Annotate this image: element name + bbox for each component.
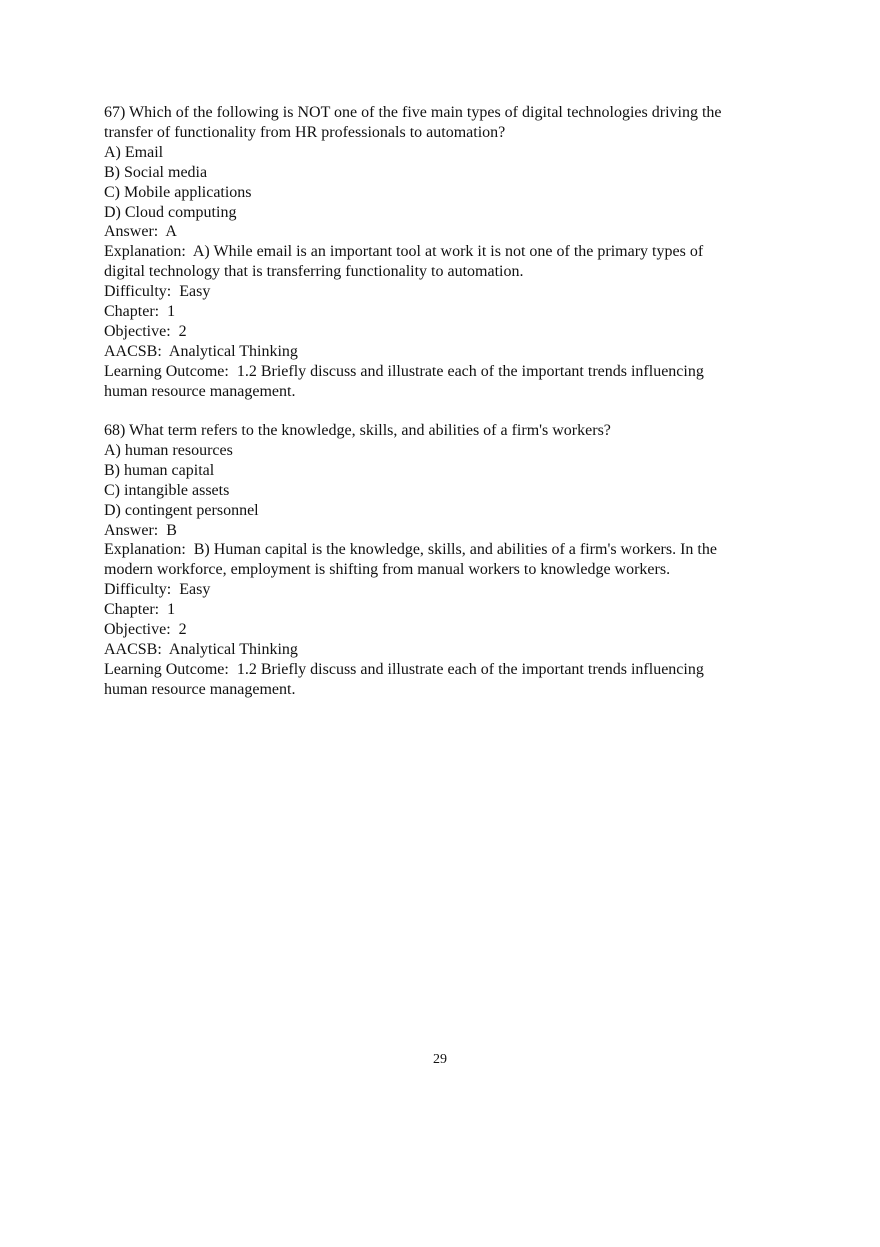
option-b: B) Social media: [104, 163, 208, 181]
explanation: Explanation: A) While email is an important tool at work it is not one of the primary types of: [104, 243, 704, 261]
option-c: C) Mobile applications: [104, 183, 252, 201]
difficulty: Difficulty: Easy: [104, 581, 211, 599]
page-number: 29: [433, 1052, 447, 1067]
difficulty: Difficulty: Easy: [104, 283, 211, 301]
option-d: D) Cloud computing: [104, 203, 237, 221]
learning-outcome: Learning Outcome: 1.2 Briefly discuss and illustrate each of the important trends influencing: [104, 362, 704, 380]
chapter: Chapter: 1: [104, 601, 176, 619]
question-block-68: [104, 421, 784, 700]
explanation-continued: digital technology that is transferring functionality to automation.: [104, 263, 524, 281]
chapter: Chapter: 1: [104, 303, 176, 321]
objective: Objective: 2: [104, 621, 187, 639]
aacsb: AACSB: Analytical Thinking: [104, 640, 298, 658]
option-c: C) intangible assets: [104, 481, 230, 499]
aacsb: AACSB: Analytical Thinking: [104, 342, 298, 360]
option-a: A) human resources: [104, 441, 233, 459]
question-block-67: [104, 103, 784, 402]
option-d: D) contingent personnel: [104, 501, 259, 519]
question-text: 67) Which of the following is NOT one of the five main types of digital technologies driving the: [104, 104, 722, 121]
explanation-continued: modern workforce, employment is shifting from manual workers to knowledge workers.: [104, 561, 671, 579]
objective: Objective: 2: [104, 322, 187, 340]
explanation: Explanation: B) Human capital is the knowledge, skills, and abilities of a firm's workers. In the: [104, 541, 717, 559]
question-text: 68) What term refers to the knowledge, skills, and abilities of a firm's workers?: [104, 422, 611, 439]
learning-outcome-continued: human resource management.: [104, 382, 296, 400]
option-a: A) Email: [104, 143, 164, 161]
option-b: B) human capital: [104, 461, 215, 479]
answer: Answer: A: [104, 223, 177, 241]
learning-outcome: Learning Outcome: 1.2 Briefly discuss and illustrate each of the important trends influencing: [104, 660, 704, 678]
answer: Answer: B: [104, 521, 177, 539]
learning-outcome-continued: human resource management.: [104, 680, 296, 698]
question-text-continued: transfer of functionality from HR professionals to automation?: [104, 123, 506, 141]
